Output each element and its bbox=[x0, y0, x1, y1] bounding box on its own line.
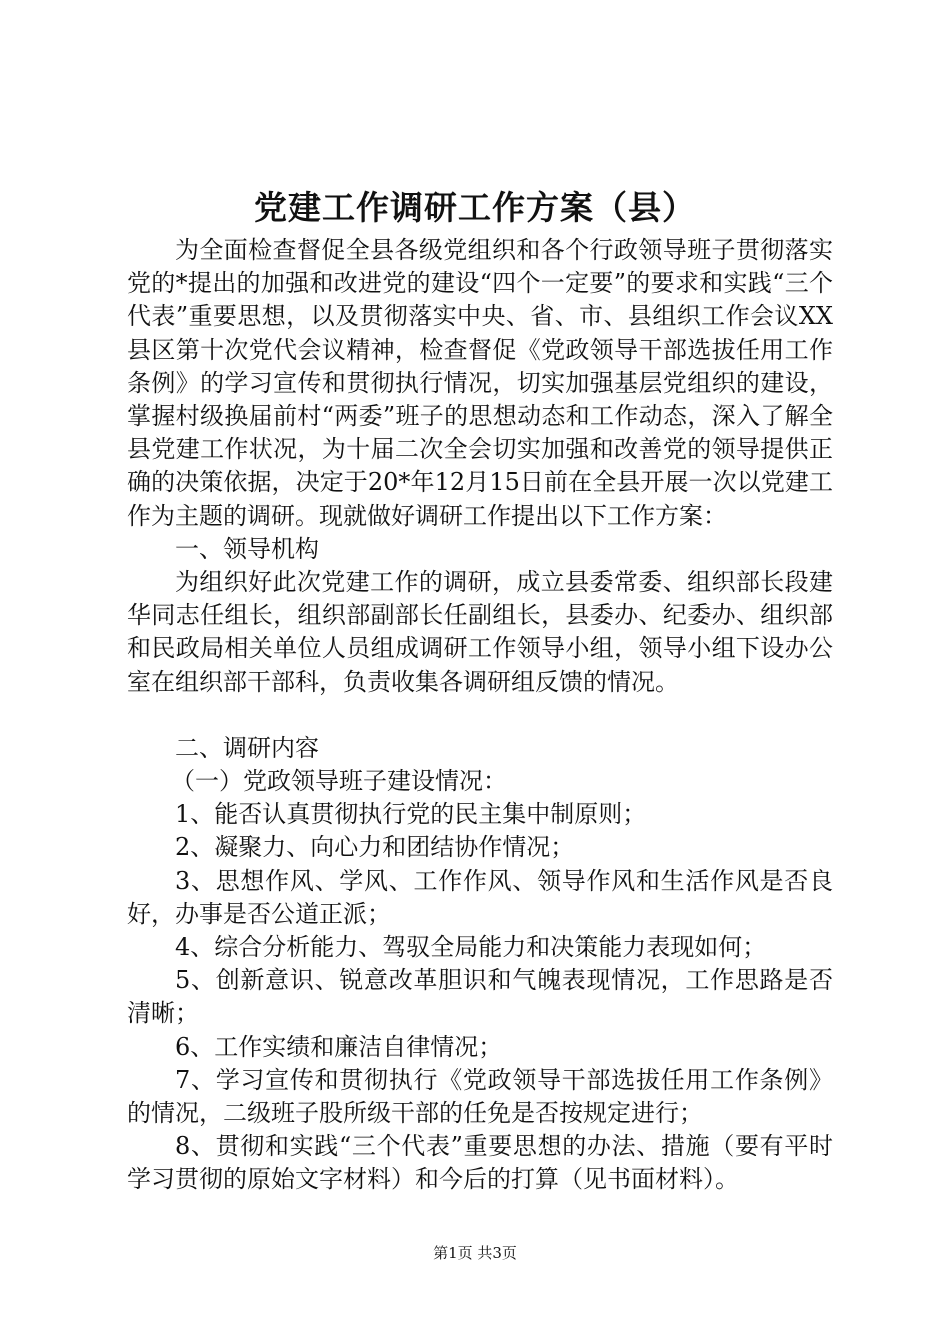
list-item: 3、思想作风、学风、工作作风、领导作风和生活作风是否良好，办事是否公道正派； bbox=[127, 866, 833, 928]
document-body bbox=[127, 234, 833, 1197]
list-item: 5、创新意识、锐意改革胆识和气魄表现情况，工作思路是否清晰； bbox=[127, 966, 833, 1028]
list-item: 7、学习宣传和贯彻执行《党政领导干部选拔任用工作条例》的情况，二级班子股所级干部的任免是否按规定进行； bbox=[127, 1065, 833, 1128]
list-item: 4、综合分析能力、驾驭全局能力和决策能力表现如何； bbox=[175, 933, 767, 962]
section-heading-leadership: 一、领导机构 bbox=[175, 534, 319, 563]
list-item: 8、贯彻和实践“三个代表”重要思想的办法、措施（要有平时学习贯彻的原始文字材料）和今后的打算（见书面材料）。 bbox=[127, 1132, 833, 1194]
intro-paragraph: 为全面检查督促全县各级党组织和各个行政领导班子贯彻落实党的*提出的加强和改进党的建设“四个一定要”的要求和实践“三个代表”重要思想，以及贯彻落实中央、省、市、县组织工作会议XX县区第十次党代会议精神，检查督促《党政领导干部选拔任用工作条例》的学习宣传和贯彻执行情况，切实加强基层党组织的建设，掌握村级换届前村“两委”班子的思想动态和工作动态，深入了解全县党建工作状况，为十届二次全会切实加强和改善党的领导提供正确的决策依据，决定于20*年12月15日前在全县开展一次以党建工作为主题的调研。现就做好调研工作提出以下工作方案： bbox=[127, 236, 833, 530]
subsection-heading: （一）党政领导班子建设情况： bbox=[171, 767, 507, 796]
leadership-paragraph: 为组织好此次党建工作的调研，成立县委常委、组织部长段建华同志任组长，组织部副部长任副组长，县委办、纪委办、组织部和民政局相关单位人员组成调研工作领导小组，领导小组下设办公室在组织部干部科，负责收集各调研组反馈的情况。 bbox=[127, 568, 833, 696]
list-item: 6、工作实绩和廉洁自律情况； bbox=[175, 1032, 503, 1061]
list-item: 1、能否认真贯彻执行党的民主集中制原则； bbox=[175, 800, 647, 829]
list-item: 2、凝聚力、向心力和团结协作情况； bbox=[175, 833, 575, 862]
document-title: 党建工作调研工作方案（县） bbox=[254, 188, 696, 227]
section-heading-research-content: 二、调研内容 bbox=[175, 733, 319, 762]
page-number-footer: 第1页 共3页 bbox=[433, 1244, 517, 1262]
